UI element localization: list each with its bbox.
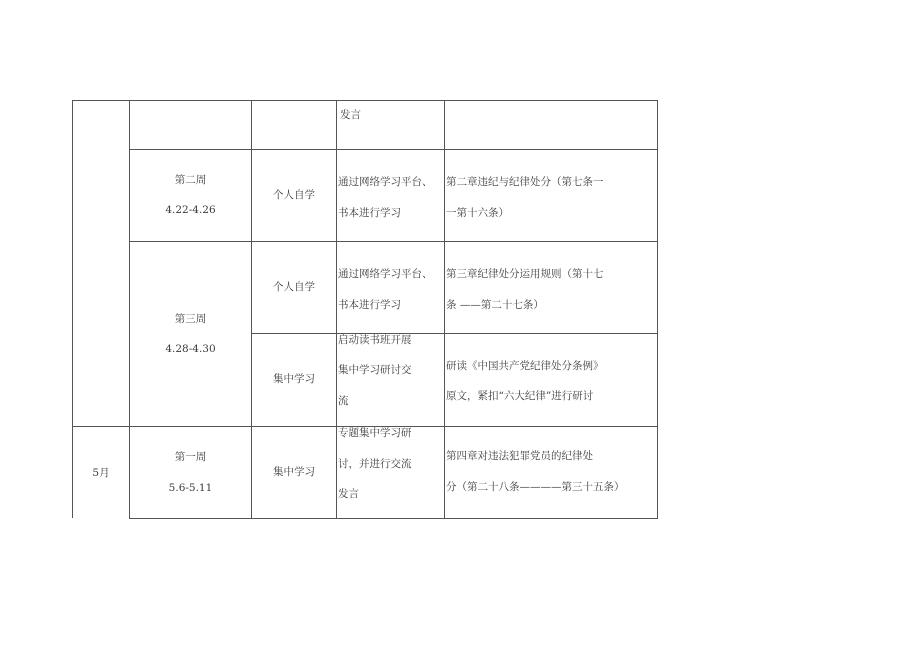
content-line: 一第十六条） [446,207,509,219]
method-line: 集中学习研讨交 [338,364,412,376]
row-divider [251,333,658,334]
mode-label: 集中学习 [273,373,315,385]
mode-label: 个人自学 [273,281,315,293]
month-label: 5月 [92,467,110,479]
col-divider-mode [251,100,252,518]
method-line: 启动读书班开展 [338,334,412,346]
method-line: 专题集中学习研 [338,427,412,439]
method-line: 书本进行学习 [338,299,401,311]
method-line: 发言 [338,488,359,500]
method-cell: 发言 [340,109,361,121]
method-line: 书本进行学习 [338,207,401,219]
table-right-border [657,100,658,518]
row-divider [129,149,658,150]
col-divider-month [72,100,73,518]
week-label: 第二周 [174,174,207,186]
table-top-border [72,100,658,101]
date-range: 5.6-5.11 [168,482,213,494]
content-line: 第三章纪律处分运用规则（第十七 [446,268,604,280]
content-line: 第四章对违法犯罪党员的纪律处 [446,450,593,462]
content-line: 研读《中国共产党纪律处分条例》 [446,360,604,372]
method-line: 流 [338,395,349,407]
row-divider [129,241,658,242]
week-label: 第三周 [174,313,207,325]
table-bottom-border [129,518,658,519]
method-line: 通过网络学习平台、 [338,176,433,188]
mode-label: 集中学习 [273,466,315,478]
method-line: 通过网络学习平台、 [338,268,433,280]
date-range: 4.22-4.26 [165,204,216,216]
col-divider-method [336,100,337,518]
content-line: 条 ——第二十七条） [446,299,544,311]
date-range: 4.28-4.30 [165,343,216,355]
week-label: 第一周 [174,451,207,463]
content-line: 原文，紧扣“六大纪律”进行研讨 [446,390,594,402]
content-line: 第二章违纪与纪律处分（第七条一 [446,176,604,188]
method-line: 讨，并进行交流 [338,458,412,470]
mode-label: 个人自学 [273,189,315,201]
col-divider-content [444,100,445,518]
content-line: 分（第二十八条————第三十五条） [446,481,625,493]
